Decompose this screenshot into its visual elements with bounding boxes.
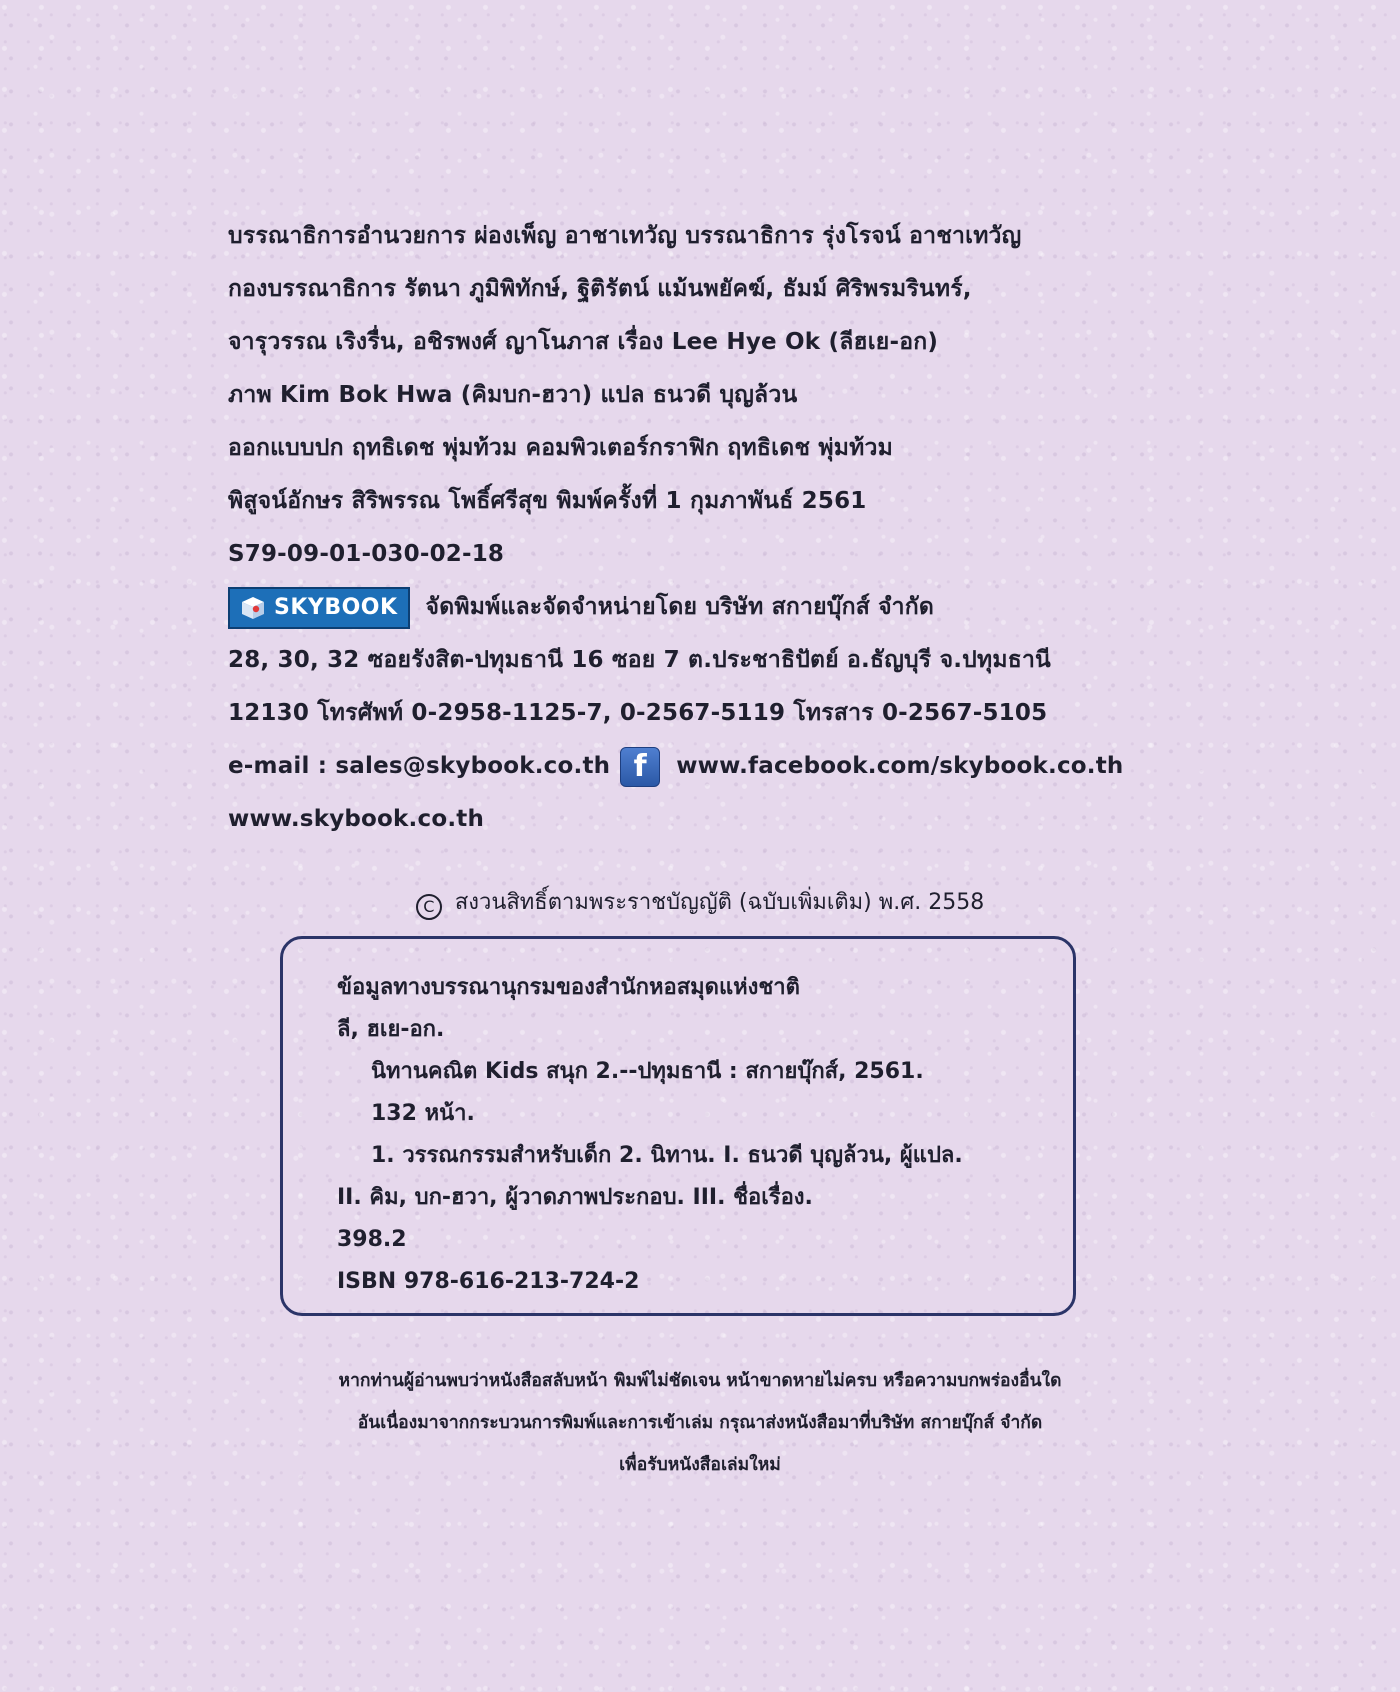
skybook-logo (228, 587, 410, 629)
copyright-notice (0, 884, 1400, 920)
illustrator-translator: ภาพ Kim Bok Hwa (คิมบก-ฮวา) แปล ธนวดี บุญล้วน (228, 382, 798, 408)
copyright-icon: C (416, 894, 442, 920)
notice-line-3: เพื่อรับหนังสือเล่มใหม่ (619, 1455, 781, 1475)
proofreader-edition: พิสูจน์อักษร สิริพรรณ โพธิ์ศรีสุข พิมพ์ครั้งที่ 1 กุมภาพันธ์ 2561 (228, 488, 867, 514)
publisher-line (228, 581, 1188, 634)
website-url: www.skybook.co.th (228, 806, 485, 832)
publisher-phone-fax: 12130 โทรศัพท์ 0-2958-1125-7, 0-2567-5119 โทรสาร 0-2567-5105 (228, 700, 1048, 726)
cube-logo-icon (240, 595, 266, 621)
contact-line (228, 740, 1188, 793)
cip-heading: ข้อมูลทางบรรณานุกรมของสำนักหอสมุดแห่งชาติ (337, 975, 800, 1000)
facebook-icon: f (620, 747, 660, 787)
notice-line-2: อันเนื่องมาจากกระบวนการพิมพ์และการเข้าเล่ม กรุณาส่งหนังสือมาที่บริษัท สกายบุ๊กส์ จำกัด (357, 1413, 1043, 1433)
cover-graphics-credit: ออกแบบปก ฤทธิเดช พุ่มท้วม คอมพิวเตอร์กราฟิก ฤทธิเดช พุ่มท้วม (228, 435, 893, 461)
credits-block (228, 210, 1188, 846)
defect-notice (0, 1360, 1400, 1486)
notice-line-1: หากท่านผู้อ่านพบว่าหนังสือสลับหน้า พิมพ์ไม่ชัดเจน หน้าขาดหายไม่ครบ หรือความบกพร่องอื่นใด (338, 1371, 1062, 1391)
distributor-text: จัดพิมพ์และจัดจำหน่ายโดย บริษัท สกายบุ๊กส์ จำกัด (425, 594, 935, 620)
cip-subjects-cont: II. คิม, บก-ฮวา, ผู้วาดภาพประกอบ. III. ชื่อเรื่อง. (337, 1185, 813, 1210)
editorial-board-author: จารุวรรณ เริงรื่น, อชิรพงศ์ ญาโนภาส เรื่อง Lee Hye Ok (ลีฮเย-อก) (228, 329, 939, 355)
editorial-board: กองบรรณาธิการ รัตนา ภูมิพิทักษ์, ฐิติรัตน์ แม้นพยัคฆ์, ธัมม์ ศิริพรมรินทร์, (228, 276, 972, 302)
book-code: S79-09-01-030-02-18 (228, 541, 505, 567)
copyright-text: สงวนสิทธิ์ตามพระราชบัญญัติ (ฉบับเพิ่มเติม) พ.ศ. 2558 (454, 890, 985, 915)
editorial-directors: บรรณาธิการอำนวยการ ผ่องเพ็ญ อาชาเทวัญ บรรณาธิการ รุ่งโรจน์ อาชาเทวัญ (228, 223, 1022, 249)
cip-classification: 398.2 (337, 1227, 407, 1252)
cip-isbn: ISBN 978-616-213-724-2 (337, 1269, 640, 1294)
cip-author: ลี, ฮเย-อก. (337, 1017, 445, 1042)
cip-subjects: 1. วรรณกรรมสำหรับเด็ก 2. นิทาน. I. ธนวดี บุญล้วน, ผู้แปล. (371, 1143, 963, 1168)
skybook-logo-text: SKYBOOK (274, 594, 398, 620)
cip-pages: 132 หน้า. (371, 1101, 475, 1126)
cip-title: นิทานคณิต Kids สนุก 2.--ปทุมธานี : สกายบุ๊กส์, 2561. (371, 1059, 924, 1084)
email-text: e-mail : sales@skybook.co.th (228, 753, 611, 779)
facebook-url: www.facebook.com/skybook.co.th (676, 753, 1124, 779)
cip-data-box (280, 936, 1076, 1316)
publisher-address: 28, 30, 32 ซอยรังสิต-ปทุมธานี 16 ซอย 7 ต.ประชาธิปัตย์ อ.ธัญบุรี จ.ปทุมธานี (228, 647, 1051, 673)
